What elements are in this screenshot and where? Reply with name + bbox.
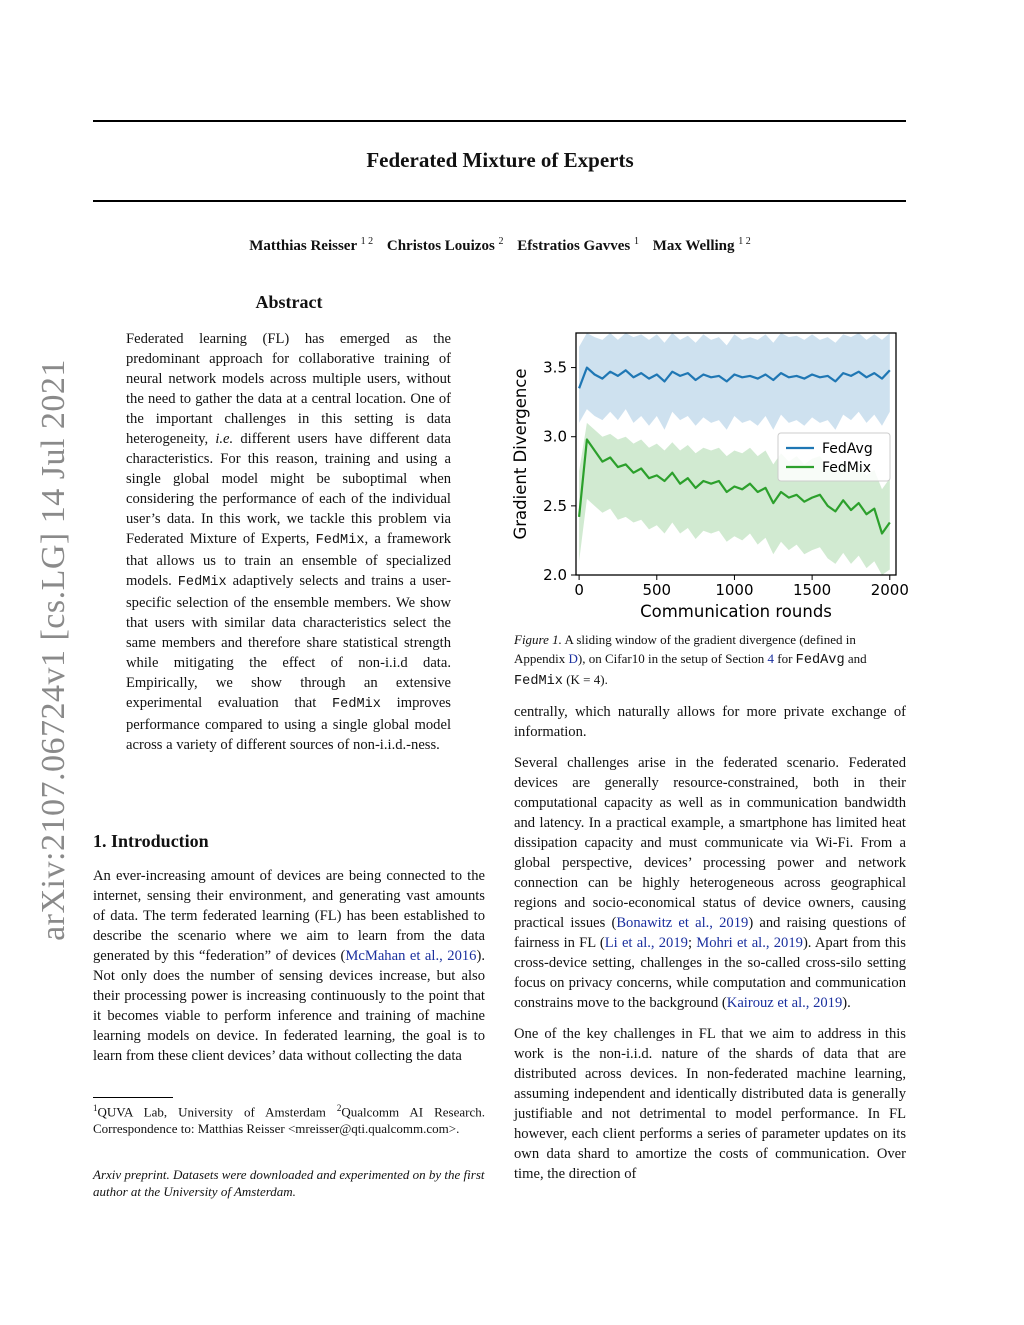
preprint-note: Arxiv preprint. Datasets were downloaded and experimented on by the first author at the University of Amsterdam. — [93, 1167, 485, 1199]
right-column-body — [514, 702, 906, 1195]
abstract-heading: Abstract — [255, 292, 323, 312]
legend-label: FedAvg — [822, 441, 873, 457]
method-name: FedMix — [177, 575, 227, 590]
figure-1 — [506, 325, 910, 625]
x-tick-label: 0 — [574, 581, 584, 599]
citation-link[interactable]: McMahan et al., 2016 — [345, 948, 477, 964]
appendix-link[interactable]: D — [568, 651, 578, 666]
y-axis-label: Gradient Divergence — [511, 368, 530, 540]
paragraph: One of the key challenges in FL that we aim to address in this work is the non-i.i.d. nature of the shards of data that are distributed across devices. In non-federated machine learning, assuming independent and identically distributed data is generally justifiable and not detrimental to model performance. In FL however, each client performs a series of parameter updates on its own data shard to amortize the costs of communication. Over time, the direction of — [514, 1026, 906, 1182]
x-tick-label: 500 — [642, 581, 672, 599]
y-tick-label: 3.5 — [543, 358, 567, 377]
citation-link[interactable]: Bonawitz et al., 2019 — [616, 915, 749, 931]
figure-caption: Figure 1. A sliding window of the gradient divergence (defined in Appendix D), on Cifar10 in the setup of Section 4 for FedAvg and FedMix (K = 4). — [514, 632, 867, 689]
citation-link[interactable]: Li et al., 2019 — [604, 935, 688, 951]
series-band-fedavg — [579, 333, 890, 430]
x-tick-label: 2000 — [870, 581, 909, 599]
author-name: Max Welling — [652, 238, 735, 254]
citation-link[interactable]: Mohri et al., 2019 — [696, 935, 803, 951]
author-name: Christos Louizos — [386, 238, 495, 254]
gradient-divergence-chart — [506, 325, 910, 625]
method-name: FedMix — [514, 674, 563, 689]
arxiv-identifier: arXiv:2107.06724v1 [cs.LG] 14 Jul 2021 — [35, 359, 72, 941]
author-name: Efstratios Gavves — [517, 238, 631, 254]
paragraph: Several challenges arise in the federated scenario. Federated devices are generally resource-constrained, both in their computational capacity as well as in communication bandwidth and latency. In a practical example, a smartphone has limited heat dissipation capacity and must communicate via Wi-Fi. From a global perspective, devices’ processing power and network connection can be highly heterogeneous across geographical regions and socio-economical status of device owners, causing practical issues (Bonawitz et al., 2019) and raising questions of fairness in FL (Li et al., 2019; Mohri et al., 2019). Apart from this cross-device setting, challenges in the so-called cross-silo setting focus on privacy concerns, while computation and communication constrains move to the background (Kairouz et al., 2019). — [514, 755, 906, 1011]
method-name: FedAvg — [795, 653, 845, 668]
y-tick-label: 3.0 — [543, 427, 567, 446]
author — [249, 238, 373, 254]
abstract-text: Federated learning (FL) has emerged as the predominant approach for collaborative training of neural network models across multiple users, without the need to gather the data at a central location. One of the important challenges in this setting is data heterogeneity, i.e. different users have different data characteristics. For this reason, training and using a single global model might be suboptimal when considering the performance of each of the individual user’s data. In this work, we tackle this problem via Federated Mixture of Experts, FedMix, a framework that allows us to train an ensemble of specialized models. FedMix adaptively selects and trains a user-specific selection of the ensemble members. We show that users with similar data characteristics select the same members and therefore share statistical strength while mitigating the effect of non-i.i.d data. Empirically, we show through an extensive experimental evaluation that FedMix improves performance compared to using a single global model across a variety of different sources of non-i.i.d.-ness. — [126, 331, 451, 753]
author-affiliation: 1 2 — [738, 236, 751, 247]
method-name: FedMix — [315, 533, 365, 548]
author-name: Matthias Reisser — [249, 238, 357, 254]
legend-label: FedMix — [822, 460, 872, 476]
title-bottom-rule — [93, 200, 906, 202]
paper-title: Federated Mixture of Experts — [366, 148, 634, 172]
title-top-rule — [93, 120, 906, 122]
x-tick-label: 1000 — [715, 581, 754, 599]
author-affiliation: 2 — [498, 236, 504, 247]
x-axis-label: Communication rounds — [640, 602, 832, 621]
footnote: $^1$QUVA Lab, University of Amsterdam $^2$Qualcomm AI Research. Correspondence to: Matthias Reisser <mreisser@qti.qualcomm.com>. — [93, 1103, 485, 1137]
author-affiliation: 1 — [633, 236, 639, 247]
y-tick-label: 2.5 — [543, 496, 567, 515]
footnote-rule — [93, 1097, 173, 1098]
paragraph: centrally, which naturally allows for more private exchange of information. — [514, 704, 906, 740]
citation-link[interactable]: Kairouz et al., 2019 — [726, 995, 843, 1011]
section-link[interactable]: 4 — [767, 651, 774, 666]
introduction-text: An ever-increasing amount of devices are being connected to the internet, sensing their environment, and generating vast amounts of data. The term federated learning (FL) has been established to describe the scenario where we aim to learn from the data generated by this “federation” of devices (McMahan et al., 2016). Not only does the number of sensing devices increase, but also their processing power is increasing continuously to the point that it becomes viable to perform inference and training of machine learning models on device. In federated learning, the goal is to learn from these client devices’ data without collecting the data — [93, 868, 485, 1064]
y-tick-label: 2.0 — [543, 566, 567, 584]
section-heading-introduction: 1. Introduction — [93, 831, 209, 851]
method-name: FedMix — [332, 697, 381, 712]
author-list — [0, 236, 1000, 255]
author — [387, 238, 504, 254]
author-affiliation: 1 2 — [360, 236, 374, 247]
author — [653, 238, 751, 254]
author — [517, 238, 639, 254]
x-tick-label: 1500 — [793, 581, 832, 599]
